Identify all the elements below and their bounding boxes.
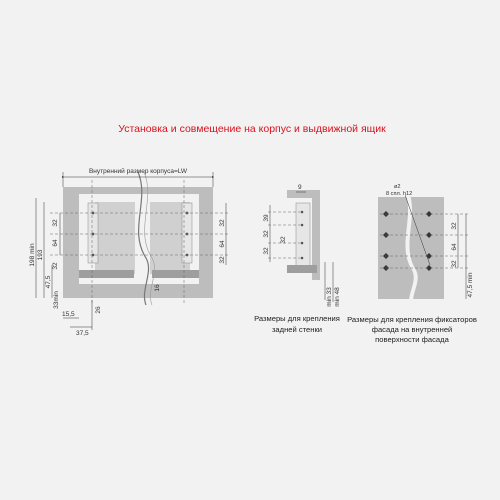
dim-15-5: 15,5 [62,311,75,318]
dim-right-64: 64 [219,240,226,248]
right-dim-64: 64 [451,243,458,251]
dim-193: 193 [37,249,44,261]
right-dim-32a: 32 [451,222,458,230]
right-caption-2: фасада на внутренней [371,325,453,334]
dim-left-32b: 32 [52,262,59,270]
runner-left [79,270,134,278]
dim-right-32a: 32 [219,219,226,227]
dim-33min: 33min [53,291,60,309]
dim-left-32a: 32 [52,219,59,227]
dim-198min: 198 min [29,243,36,267]
lw-label: Внутренний размер корпуса=LW [88,168,188,175]
right-caption-3: поверхности фасада [375,335,449,344]
right-dim-47-5: 47,5 min [467,272,474,298]
dim-right-32b: 32 [219,256,226,264]
mid-dim-32a: 32 [263,230,270,238]
left-drawing [29,167,230,337]
right-caption-1: Размеры для крепления фиксаторов [347,315,477,324]
mid-caption-1: Размеры для крепления [254,314,340,323]
page-title: Установка и совмещение на корпус и выдвижной ящик [118,123,386,135]
mid-caption-2: задней стенки [271,325,323,334]
dim-16: 16 [154,284,161,292]
dim-left-64: 64 [52,239,59,247]
dim-37-5: 37,5 [76,330,89,337]
right-dim-phi: ø2 [394,184,401,190]
right-drawing [347,184,477,344]
mid-dim-min33: min 33 [326,287,333,307]
mid-dim-9: 9 [298,184,302,191]
dim-26: 26 [95,306,102,314]
back-rail [287,265,317,273]
back-bracket [296,203,310,269]
mid-dim-min48: min 48 [334,287,341,307]
right-dim-32b: 32 [451,260,458,268]
right-dim-depth: 8 спл. h12 [386,191,413,197]
runner-right [152,270,199,278]
dim-47-5: 47,5 [45,275,52,289]
mid-dim-32b: 32 [263,247,270,255]
mid-dim-32c: 32 [280,236,287,244]
mid-dim-39: 39 [263,214,270,222]
middle-drawing [254,184,341,334]
